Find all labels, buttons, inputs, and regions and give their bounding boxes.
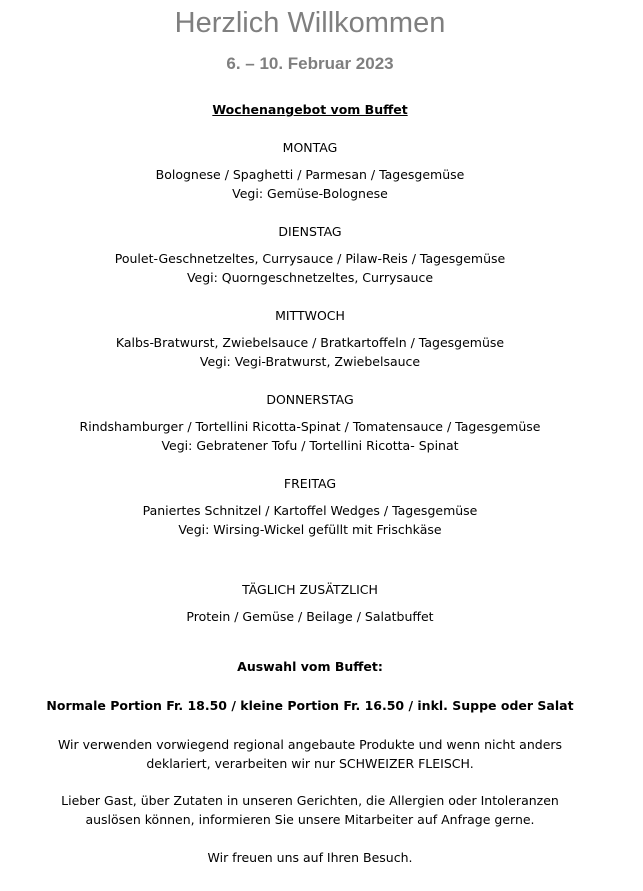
- notice-line: Wir verwenden vorwiegend regional angebaute Produkte und wenn nicht anders: [57, 737, 563, 752]
- day-vegi-dish: Vegi: Gemüse-Bolognese: [232, 186, 388, 201]
- regional-notice: [0, 735, 620, 773]
- daily-extra-heading: TÄGLICH ZUSÄTZLICH: [242, 582, 378, 597]
- day-vegi-dish: Vegi: Gebratener Tofu / Tortellini Ricotta- Spinat: [161, 438, 459, 453]
- day-block-friday: [0, 474, 620, 539]
- page-title: Herzlich Willkommen: [174, 7, 446, 39]
- day-name: MITTWOCH: [275, 308, 345, 323]
- day-block-wednesday: [0, 306, 620, 371]
- day-block-thursday: [0, 390, 620, 455]
- day-vegi-dish: Vegi: Quorngeschnetzeltes, Currysauce: [186, 270, 434, 285]
- day-block-monday: [0, 138, 620, 203]
- day-name: FREITAG: [283, 476, 337, 491]
- allergy-notice: [0, 791, 620, 829]
- day-main-dish: Paniertes Schnitzel / Kartoffel Wedges / Tagesgemüse: [142, 503, 478, 518]
- day-vegi-dish: Vegi: Vegi-Bratwurst, Zwiebelsauce: [199, 354, 421, 369]
- notice-line: deklariert, verarbeiten wir nur SCHWEIZER FLEISCH.: [146, 756, 474, 771]
- notice-line: Lieber Gast, über Zutaten in unseren Gerichten, die Allergien oder Intoleranzen: [61, 793, 559, 808]
- day-main-dish: Rindshamburger / Tortellini Ricotta-Spinat / Tomatensauce / Tagesgemüse: [79, 419, 541, 434]
- weekly-offer-heading: Wochenangebot vom Buffet: [212, 102, 408, 117]
- day-main-dish: Kalbs-Bratwurst, Zwiebelsauce / Bratkartoffeln / Tagesgemüse: [115, 335, 505, 350]
- day-name: MONTAG: [282, 140, 338, 155]
- notice-line: auslösen können, informieren Sie unsere Mitarbeiter auf Anfrage gerne.: [85, 812, 535, 827]
- daily-extra-items: Protein / Gemüse / Beilage / Salatbuffet: [186, 609, 434, 624]
- closing-note: Wir freuen uns auf Ihren Besuch.: [207, 850, 413, 865]
- date-range: 6. – 10. Februar 2023: [226, 54, 394, 73]
- portion-prices: Normale Portion Fr. 18.50 / kleine Portion Fr. 16.50 / inkl. Suppe oder Salat: [46, 698, 574, 713]
- day-vegi-dish: Vegi: Wirsing-Wickel gefüllt mit Frischkäse: [178, 522, 442, 537]
- day-main-dish: Poulet-Geschnetzeltes, Currysauce / Pilaw-Reis / Tagesgemüse: [114, 251, 506, 266]
- buffet-selection-heading: Auswahl vom Buffet:: [237, 659, 383, 674]
- day-name: DIENSTAG: [278, 224, 342, 239]
- day-main-dish: Bolognese / Spaghetti / Parmesan / Tagesgemüse: [155, 167, 465, 182]
- day-name: DONNERSTAG: [266, 392, 354, 407]
- day-block-tuesday: [0, 222, 620, 287]
